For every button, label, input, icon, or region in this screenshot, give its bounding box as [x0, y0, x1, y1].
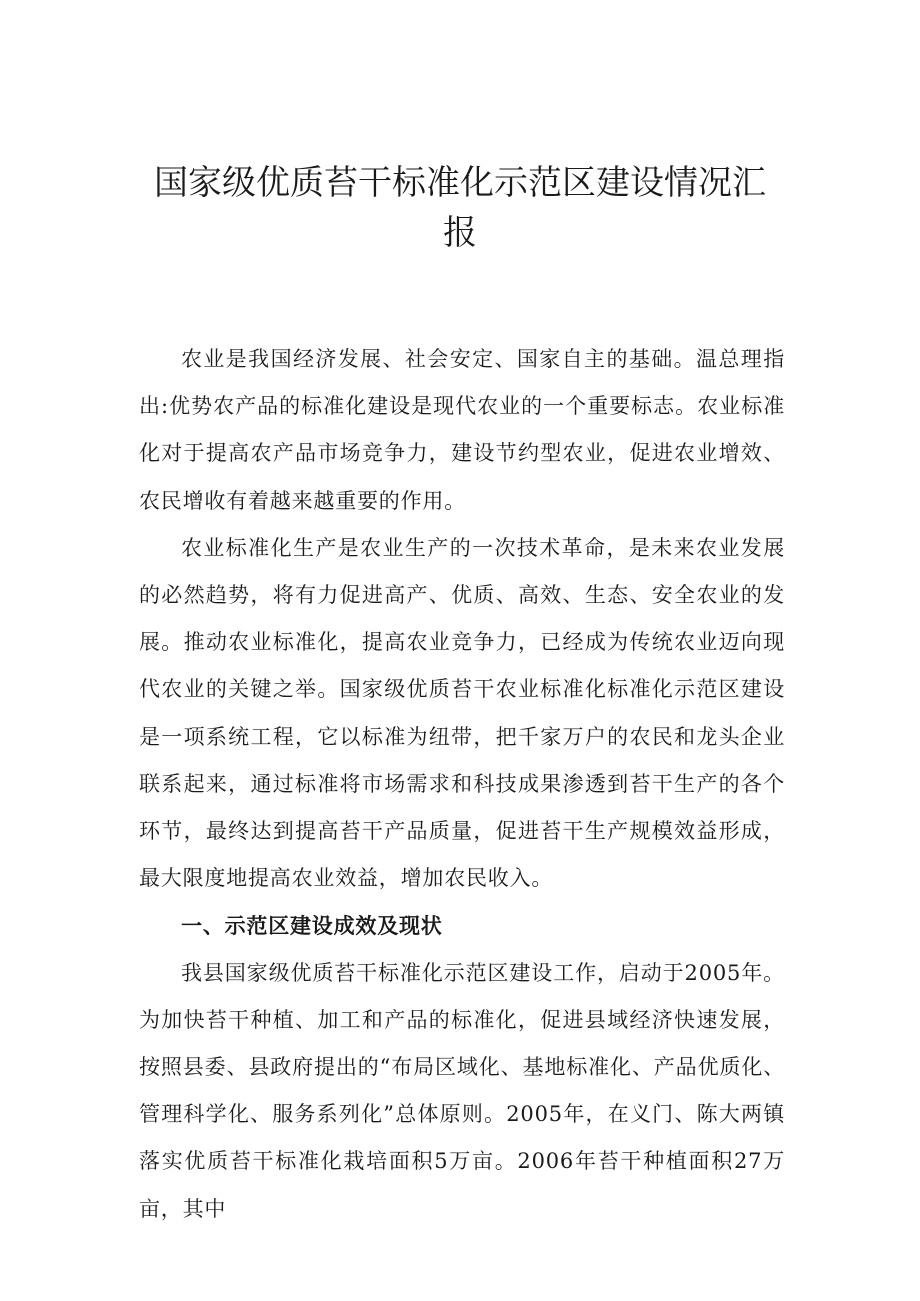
section-heading: 一、示范区建设成效及现状 — [181, 913, 443, 939]
paragraph-standardization: 农业标准化生产是农业生产的一次技术革命，是未来农业发展的必然趋势，将有力促进高产、优质、高效、生态、安全农业的发展。推动农业标准化，提高农业竞争力，已经成为传统农业迈向现代农业的关键之举。国家级优质苔干农业标准化标准化示范区建设是一项系统工程，它以标准为纽带，把千家万户的农民和龙头企业联系起来，通过标准将市场需求和科技成果渗透到苔干生产的各个环节，最终达到提高苔干产品质量，促进苔干生产规模效益形成，最大限度地提高农业效益，增加农民收入。 — [139, 535, 785, 891]
paragraph-section-one: 我县国家级优质苔干标准化示范区建设工作，启动于2005年。为加快苔干种植、加工和产品的标准化，促进县域经济快速发展，按照县委、县政府提出的“布局区域化、基地标准化、产品优质化、管理科学化、服务系列化”总体原则。2005年，在义门、陈大两镇落实优质苔干标准化栽培面积5万亩。2006年苔干种植面积27万亩，其中 — [139, 960, 785, 1221]
document-body — [139, 336, 785, 1233]
document-title: 国家级优质苔干标准化示范区建设情况汇报 — [154, 163, 766, 253]
paragraph-intro: 农业是我国经济发展、社会安定、国家自主的基础。温总理指出:优势农产品的标准化建设是现代农业的一个重要标志。农业标准化对于提高农产品市场竞争力，建设节约型农业，促进农业增效、农民增收有着越来越重要的作用。 — [139, 347, 785, 513]
